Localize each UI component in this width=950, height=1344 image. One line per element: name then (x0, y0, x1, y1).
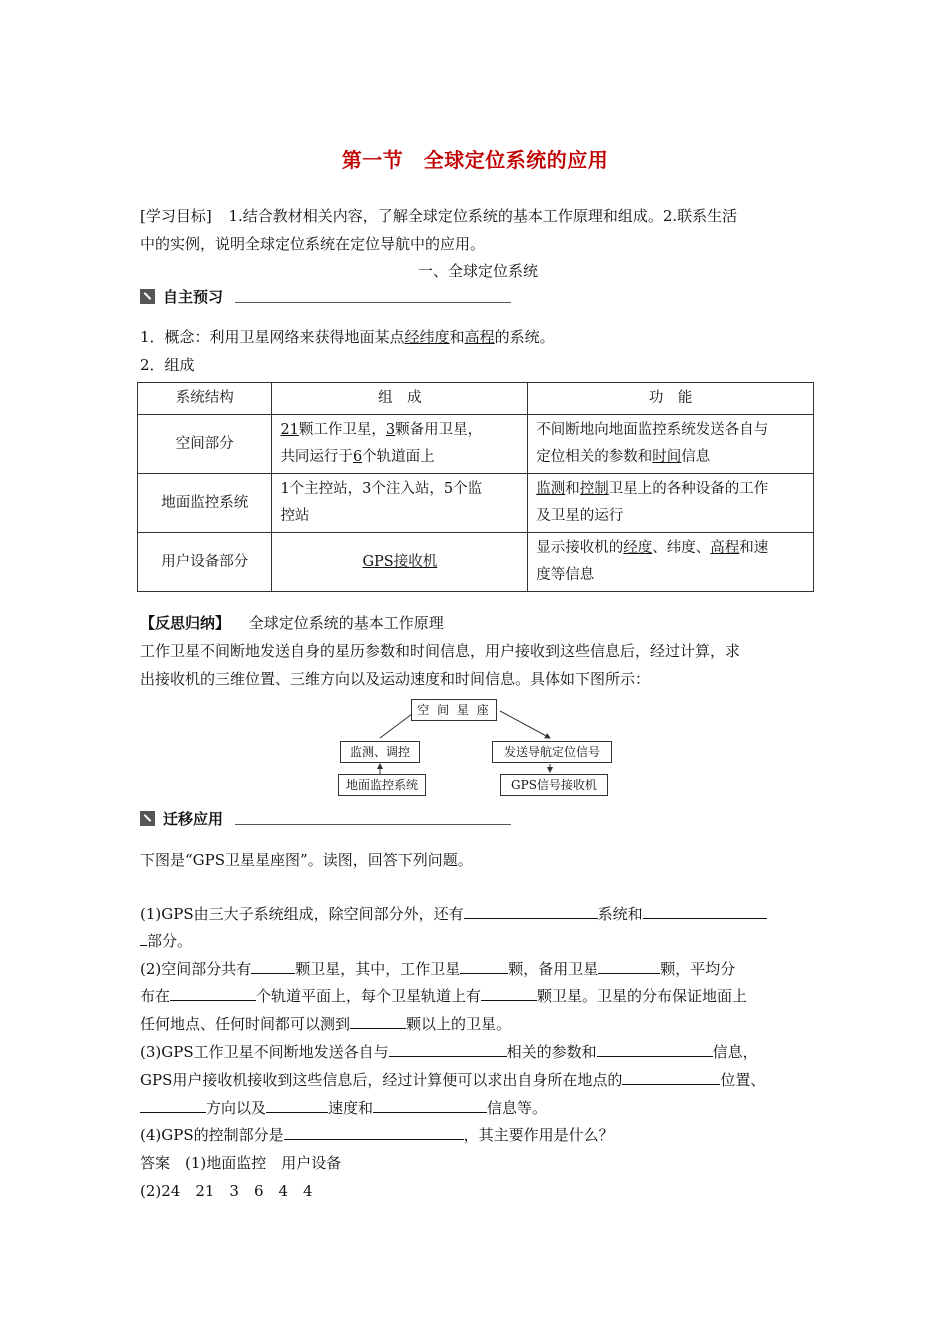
question-2-line-2 (140, 984, 816, 1008)
answer-blank[interactable] (597, 1042, 713, 1057)
question-3-line-2 (140, 1068, 816, 1092)
table-header: 组 成 (272, 383, 528, 415)
reflection-heading (140, 611, 816, 635)
cell-answer: 监测 (536, 481, 566, 497)
question-text: 任何地点、任何时间都可以测到 (140, 1015, 351, 1033)
section-label: 迁移应用 (163, 810, 224, 828)
section-rule (235, 812, 511, 825)
cell-text: 及卫星的运行 (536, 508, 624, 524)
cell-text: 信息 (681, 449, 711, 465)
answer-blank[interactable] (373, 1098, 487, 1113)
cell-text: 1个主控站，3个注入站，5个监 (280, 481, 483, 497)
cell-text: 和速 (739, 540, 769, 556)
cell-answer: 高程 (710, 540, 740, 556)
cell-answer: 控制 (579, 481, 609, 497)
cell-text: 颗备用卫星， (395, 422, 483, 438)
question-text: 颗，备用卫星 (508, 960, 599, 978)
question-3-line-3 (140, 1096, 816, 1120)
question-text: (3)GPS工作卫星不间断地发送各自与 (140, 1043, 389, 1061)
cell-text: 定位相关的参数和 (536, 449, 653, 465)
question-4-line (140, 1123, 816, 1147)
cell-text: 度等信息 (536, 567, 595, 583)
answer-blank[interactable] (464, 904, 598, 919)
table-cell-function (528, 415, 814, 474)
answer-blank[interactable] (481, 986, 537, 1001)
cell-answer: GPS接收机 (362, 553, 438, 570)
table-cell-name: 用户设备部分 (138, 533, 272, 592)
concept-text: 1．概念：利用卫星网络来获得地面某点 (140, 328, 405, 346)
answer-blank[interactable] (460, 959, 508, 974)
answer-blank[interactable] (350, 1014, 406, 1029)
question-text: 信息， (712, 1043, 758, 1061)
page-title: 第一节 全球定位系统的应用 (341, 148, 609, 172)
table-header: 功 能 (528, 383, 814, 415)
question-text: 颗以上的卫星。 (406, 1015, 512, 1033)
diagram-box-gps-receiver: GPS信号接收机 (500, 774, 608, 796)
subheading: 一、全球定位系统 (417, 262, 538, 280)
question-text: (4)GPS的控制部分是 (140, 1126, 284, 1144)
question-text: 相关的参数和 (506, 1043, 597, 1061)
concept-answer: 经纬度 (404, 328, 450, 346)
table-header-row (138, 383, 814, 415)
concept-text: 和 (449, 328, 465, 346)
reflection-text-2: 出接收机的三维位置、三维方向以及运动速度和时间信息。具体如下图所示： (140, 670, 651, 688)
question-2-line-1 (140, 957, 816, 981)
cell-text: 、纬度、 (652, 540, 711, 556)
question-text: ，其主要作用是什么？ (463, 1126, 614, 1144)
answer-blank[interactable] (251, 959, 295, 974)
diagram-arrow (500, 711, 550, 738)
cell-answer: 21 (280, 422, 299, 438)
concept-text: 的系统。 (494, 328, 555, 346)
section-head-application (140, 808, 511, 829)
reflection-title: 全球定位系统的基本工作原理 (248, 614, 444, 632)
answer-blank[interactable] (140, 1098, 206, 1113)
diagram-box-ground-control: 地面监控系统 (338, 774, 426, 796)
answer-blank[interactable] (389, 1042, 507, 1057)
section-marker-icon (140, 289, 155, 304)
table-cell-composition (272, 415, 528, 474)
question-text: 部分。 (147, 932, 193, 950)
reflection-text-1: 工作卫星不间断地发送自身的星历参数和时间信息，用户接收到这些信息后，经过计算，求 (140, 642, 741, 660)
composition-table (137, 382, 814, 592)
section-head-preview (140, 286, 511, 307)
cell-text: 和 (565, 481, 580, 497)
table-row (138, 474, 814, 533)
answer-line-2: (2)24 21 3 6 4 4 (140, 1182, 313, 1200)
answer-blank[interactable] (170, 986, 256, 1001)
diagram-box-send-signal: 发送导航定位信号 (492, 741, 612, 763)
section-rule (235, 290, 511, 303)
cell-text: 共同运行于 (280, 449, 353, 465)
question-text: 速度和 (328, 1099, 374, 1117)
objectives-line-1 (140, 204, 816, 228)
table-row (138, 533, 814, 592)
table-row (138, 415, 814, 474)
reflection-label: 【反思归纳】 (140, 614, 231, 632)
table-cell-name: 地面监控系统 (138, 474, 272, 533)
question-text: 位置、 (720, 1071, 766, 1089)
answer-blank[interactable] (266, 1098, 328, 1113)
question-text: 布在 (140, 987, 171, 1005)
question-1-line-2 (140, 929, 816, 953)
question-text: 方向以及 (206, 1099, 267, 1117)
answer-line-1: 答案 (1)地面监控 用户设备 (140, 1154, 342, 1172)
question-text: 颗卫星。卫星的分布保证地面上 (537, 987, 748, 1005)
question-text: GPS用户接收机接收到这些信息后，经过计算便可以求出自身所在地点的 (140, 1071, 623, 1089)
exercise-intro: 下图是“GPS卫星星座图”。读图，回答下列问题。 (140, 851, 473, 869)
cell-text: 颗工作卫星， (298, 422, 386, 438)
cell-text: 显示接收机的 (536, 540, 624, 556)
cell-text: 个轨道面上 (362, 449, 435, 465)
diagram-box-space-constellation: 空 间 星 座 (411, 699, 497, 721)
answer-blank[interactable] (140, 931, 147, 946)
question-text: (2)空间部分共有 (140, 960, 252, 978)
concept-answer: 高程 (464, 328, 495, 346)
cell-answer: 经度 (623, 540, 653, 556)
objectives-text-1: 1.结合教材相关内容，了解全球定位系统的基本工作原理和组成。2.联系生活 (228, 207, 738, 225)
question-1-line-1 (140, 902, 816, 926)
question-text: 颗，平均分 (660, 960, 736, 978)
question-text: 系统和 (597, 905, 643, 923)
cell-answer: 3 (385, 422, 396, 438)
cell-answer: 6 (352, 449, 363, 465)
answer-blank[interactable] (284, 1125, 464, 1140)
answer-blank[interactable] (643, 904, 767, 919)
objectives-line-2: 中的实例，说明全球定位系统在定位导航中的应用。 (140, 235, 486, 253)
table-cell-function (528, 533, 814, 592)
cell-text: 不间断地向地面监控系统发送各自与 (536, 422, 769, 438)
question-text: 信息等。 (487, 1099, 548, 1117)
objectives-label: [学习目标] (140, 207, 212, 225)
section-label: 自主预习 (163, 288, 224, 306)
answer-blank[interactable] (622, 1070, 720, 1085)
table-cell-composition (272, 474, 528, 533)
cell-text: 卫星上的各种设备的工作 (608, 481, 769, 497)
question-text: 个轨道平面上，每个卫星轨道上有 (256, 987, 482, 1005)
concept-line (140, 325, 816, 349)
composition-label: 2．组成 (140, 356, 195, 374)
question-2-line-3 (140, 1012, 816, 1036)
question-3-line-1 (140, 1040, 816, 1064)
table-cell-name: 空间部分 (138, 415, 272, 474)
diagram-box-monitor-control: 监测、调控 (340, 741, 420, 763)
question-text: 颗卫星，其中，工作卫星 (295, 960, 461, 978)
cell-answer: 时间 (652, 449, 682, 465)
table-header: 系统结构 (138, 383, 272, 415)
section-marker-icon (140, 811, 155, 826)
answer-blank[interactable] (598, 959, 660, 974)
table-cell-composition (272, 533, 528, 592)
question-text: (1)GPS由三大子系统组成，除空间部分外，还有 (140, 905, 464, 923)
cell-text: 控站 (280, 508, 310, 524)
table-cell-function (528, 474, 814, 533)
